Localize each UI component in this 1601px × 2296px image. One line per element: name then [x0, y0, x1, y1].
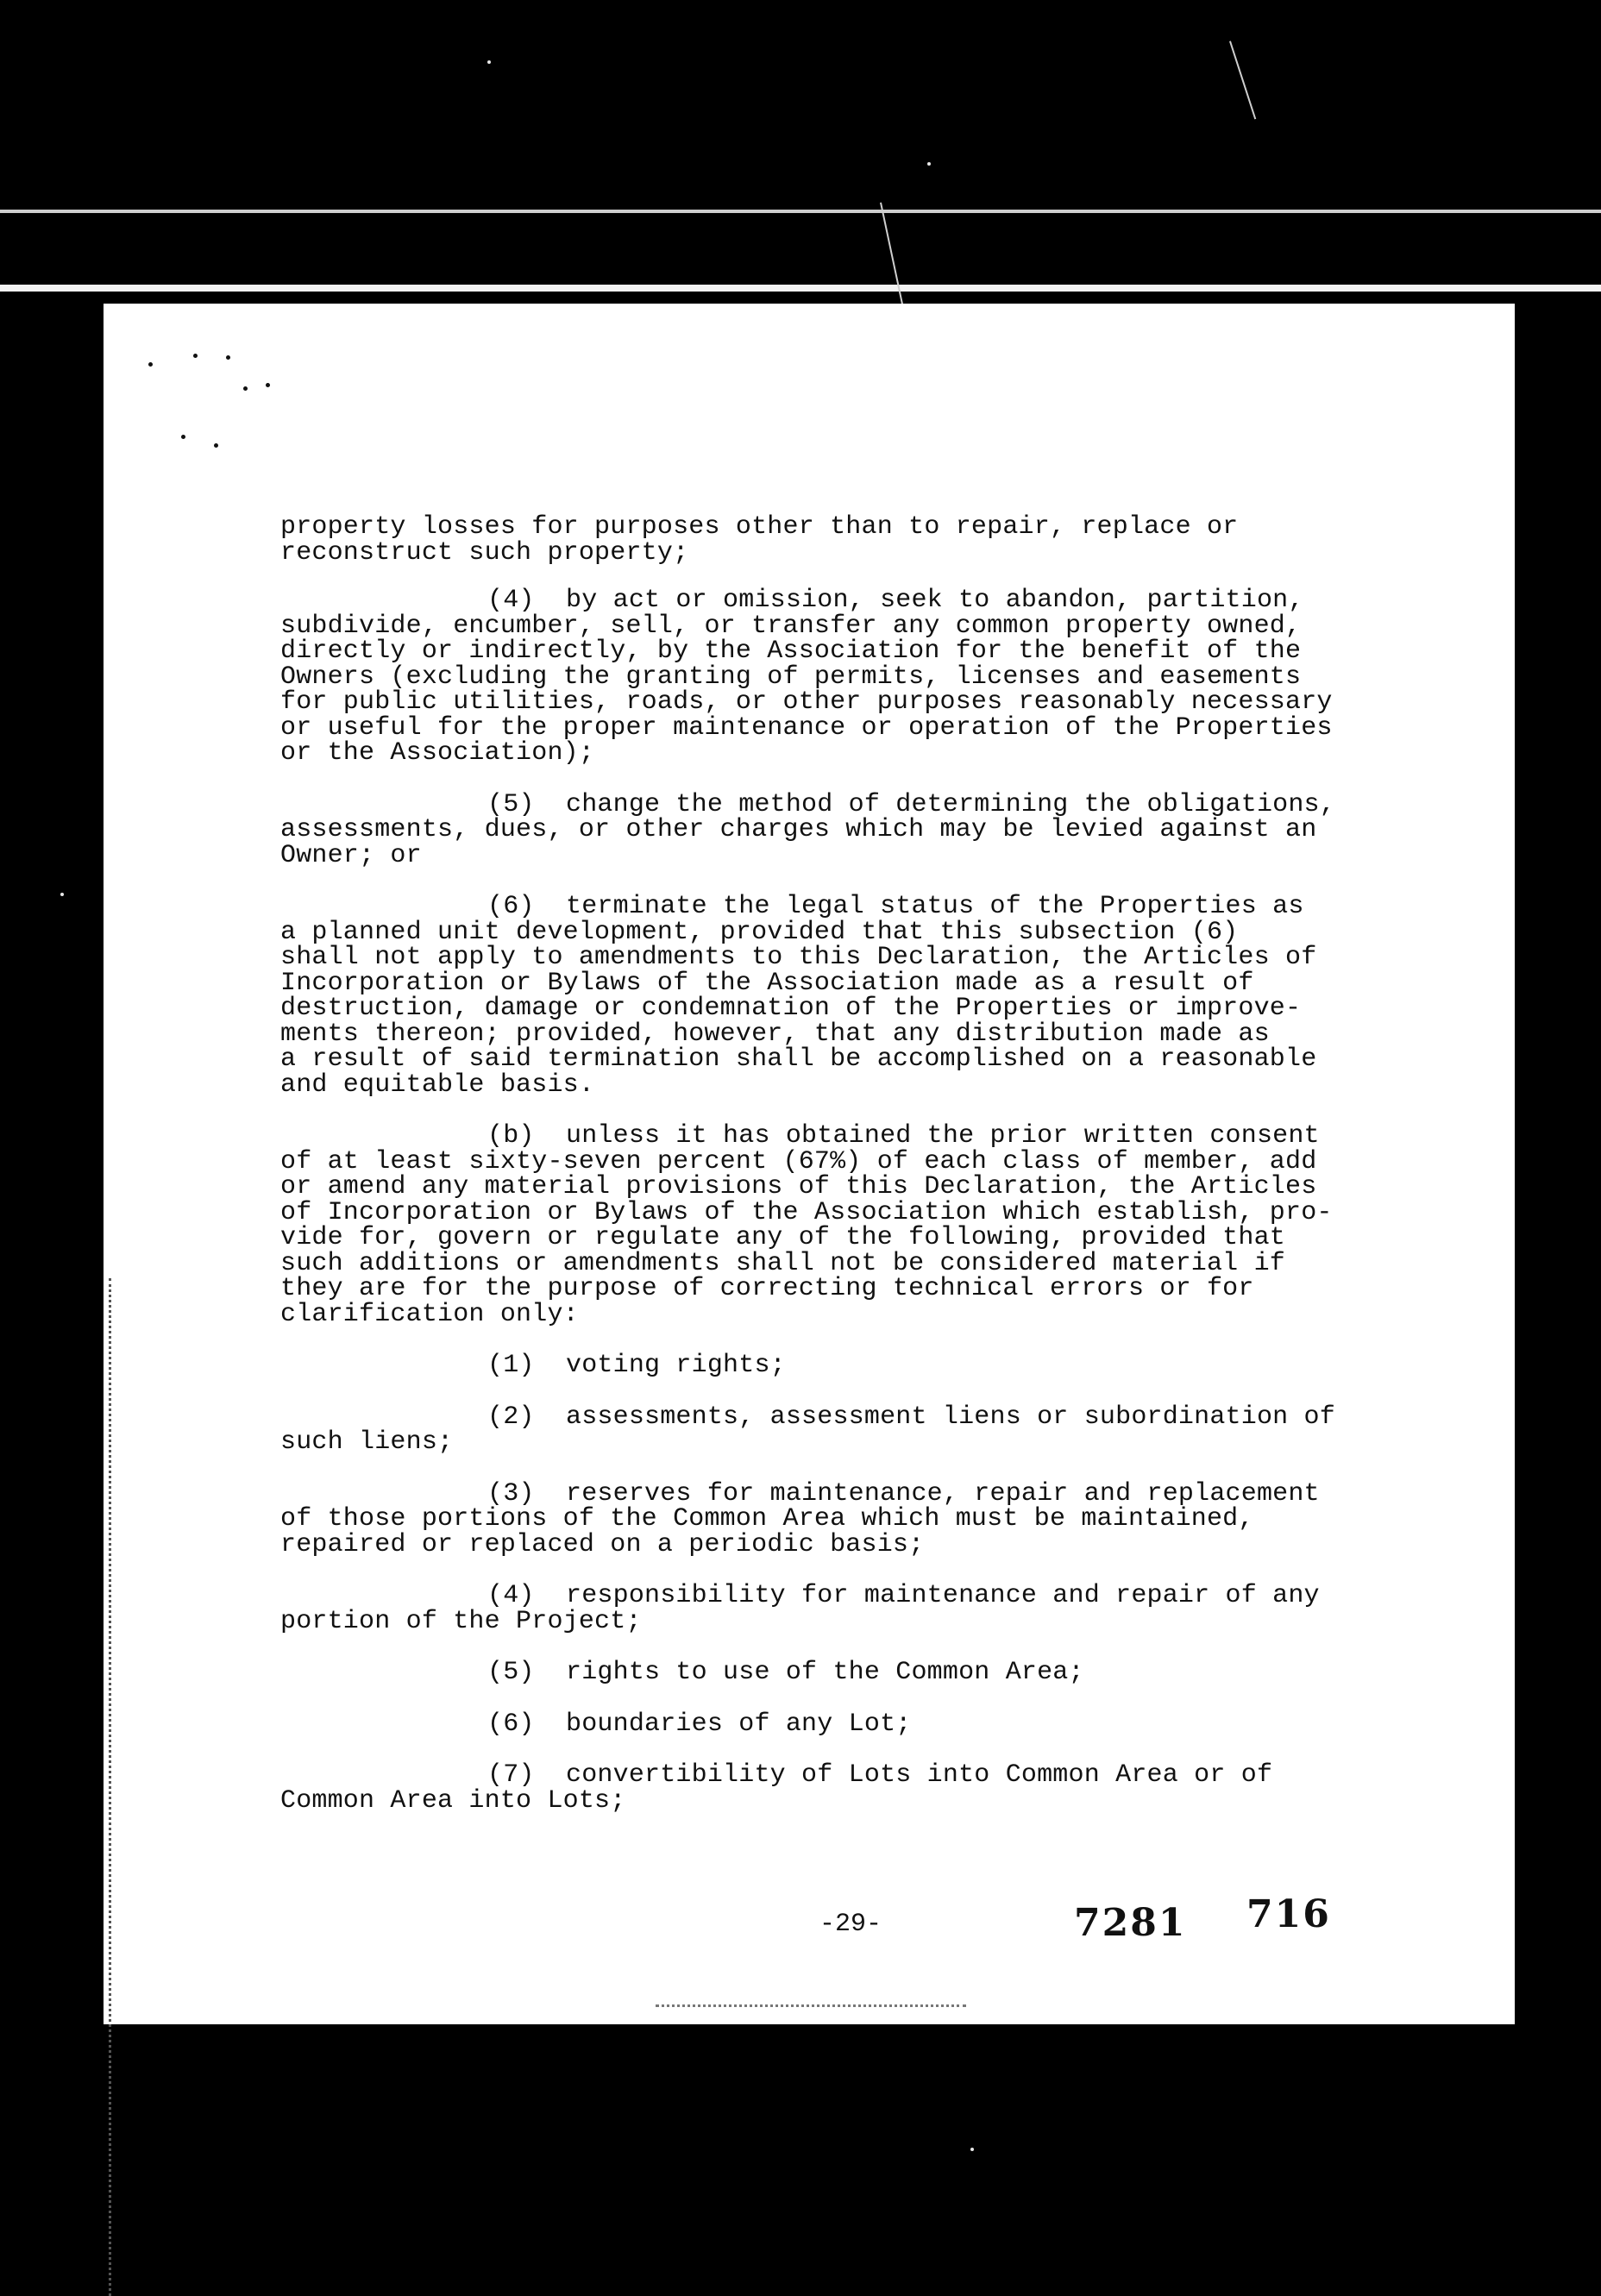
- paper-speck: [226, 355, 230, 360]
- paragraph-item-6: (6) terminate the legal status of the Properties as a planned unit development, provided that this subsection (6) shall not apply to amendments to this Declaration, the Articles of Incorporation or Bylaws of the Association made as a result of destruction, damage or condemnation of the Properties or improve- ments thereon; provided, however, that any distribution made as a result of said termination shall be accomplished on a reasonable and equitable basis.: [280, 892, 1317, 1100]
- paragraph-item-4: (4) by act or omission, seek to abandon, partition, subdivide, encumber, sell, or transfer any common property owned, directly or indirectly, by the Association for the benefit of the Owners (excluding the granting of permits, licenses and easements for public utilities, roads, or other purposes reasonably necessary or useful for the proper maintenance or operation of the Properties or the Association);: [280, 586, 1333, 768]
- document-page: [104, 304, 1515, 2024]
- list-item-responsibility: (4) responsibility for maintenance and repair of any portion of the Project;: [280, 1581, 1320, 1636]
- scan-speck: [487, 60, 491, 64]
- paper-speck: [148, 362, 153, 367]
- document-body: [280, 512, 1419, 1816]
- recording-stamp-page: 716: [1246, 1892, 1331, 1936]
- binding-edge: [109, 1278, 111, 2296]
- list-item-convertibility: (7) convertibility of Lots into Common Area or of Common Area into Lots;: [280, 1760, 1273, 1816]
- scan-speck: [970, 2148, 974, 2151]
- list-item-assessments: (2) assessments, assessment liens or subordination of such liens;: [280, 1402, 1335, 1457]
- scan-scratch: [1229, 41, 1256, 119]
- page-number: -29-: [819, 1910, 882, 1939]
- paper-speck: [214, 443, 218, 448]
- paragraph-intro: property losses for purposes other than to repair, replace or reconstruct such property;: [280, 512, 1239, 568]
- recording-stamp-book: 7281: [1074, 1901, 1187, 1945]
- scan-speck: [60, 893, 64, 896]
- paragraph-item-b: (b) unless it has obtained the prior written consent of at least sixty-seven percent (67%) of each class of member, add or amend any material provisions of this Declaration, the Articles of Incorporation or Bylaws of the Association which establish, pro- vide for, govern or regulate any of the following, provided that such additions or amendments shall not be considered material if they are for the purpose of correcting technical errors or for clarification only:: [280, 1121, 1333, 1329]
- list-item-voting-rights: (1) voting rights;: [487, 1351, 786, 1380]
- paper-speck: [181, 435, 185, 439]
- scan-speck: [927, 162, 931, 166]
- scan-artifact-dots: [656, 2004, 966, 2007]
- scan-artifact-band: [0, 285, 1601, 292]
- paragraph-item-5: (5) change the method of determining the obligations, assessments, dues, or other charges which may be levied against an Owner; or: [280, 789, 1335, 870]
- list-item-reserves: (3) reserves for maintenance, repair and replacement of those portions of the Common Area which must be maintained, repaired or replaced on a periodic basis;: [280, 1478, 1320, 1559]
- list-item-common-area-rights: (5) rights to use of the Common Area;: [487, 1658, 1084, 1687]
- list-item-lot-boundaries: (6) boundaries of any Lot;: [487, 1709, 912, 1739]
- paper-speck: [193, 354, 198, 358]
- paper-speck: [243, 386, 248, 391]
- paper-speck: [266, 383, 270, 387]
- scan-artifact-band: [0, 210, 1601, 213]
